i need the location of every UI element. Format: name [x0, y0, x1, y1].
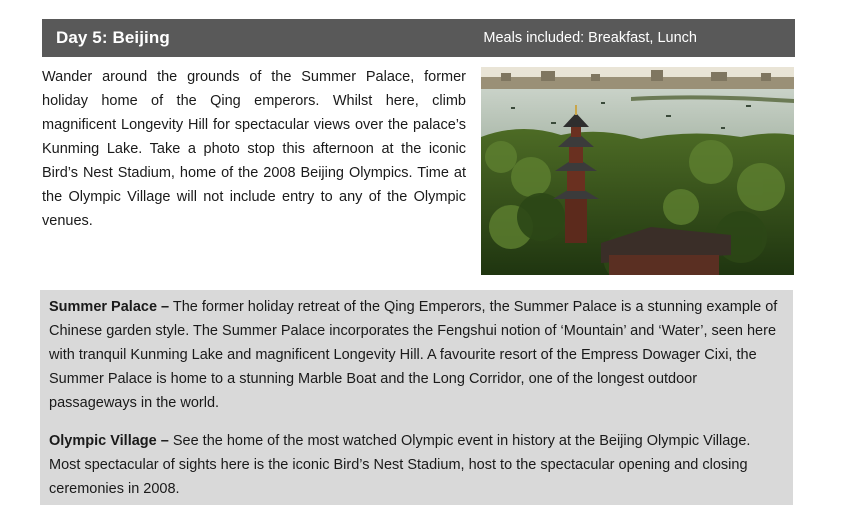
- summer-palace-heading: Summer Palace –: [49, 299, 170, 315]
- olympic-village-heading: Olympic Village –: [49, 433, 169, 449]
- olympic-village-description: [49, 429, 785, 501]
- day-header: [42, 19, 795, 57]
- meals-included: Meals included: Breakfast, Lunch: [483, 30, 697, 46]
- summer-palace-text: The former holiday retreat of the Qing Emperors, the Summer Palace is a stunning example of Chinese garden style. The Summer Palace incorporates the Fengshui notion of ‘Mountain’ and ‘Water’, seen here with tranquil Kunming Lake and magnificent Longevity Hill. A favourite resort of the Empress Dowager Cixi, the Summer Palace is home to a stunning Marble Boat and the Long Corridor, one of the longest outdoor passageways in the world.: [49, 299, 778, 411]
- day-title: Day 5: Beijing: [56, 28, 170, 47]
- intro-paragraph: Wander around the grounds of the Summer Palace, former holiday home of the Qing emperors. Whilst here, climb magnificent Longevity Hill for spectacular views over the palace’s Kunming Lake. Take a photo stop this afternoon at the iconic Bird’s Nest Stadium, home of the 2008 Beijing Olympics. Time at the Olympic Village will not include entry to any of the Olympic venues.: [42, 69, 466, 229]
- olympic-village-text: See the home of the most watched Olympic event in history at the Beijing Olympic Village. Most spectacular of sights here is the iconic Bird’s Nest Stadium, host to the spectacular opening and closing ceremonies in 2008.: [49, 433, 751, 497]
- summer-palace-description: [49, 295, 785, 415]
- summer-palace-photo: [481, 67, 794, 275]
- highlights-panel: [40, 290, 793, 505]
